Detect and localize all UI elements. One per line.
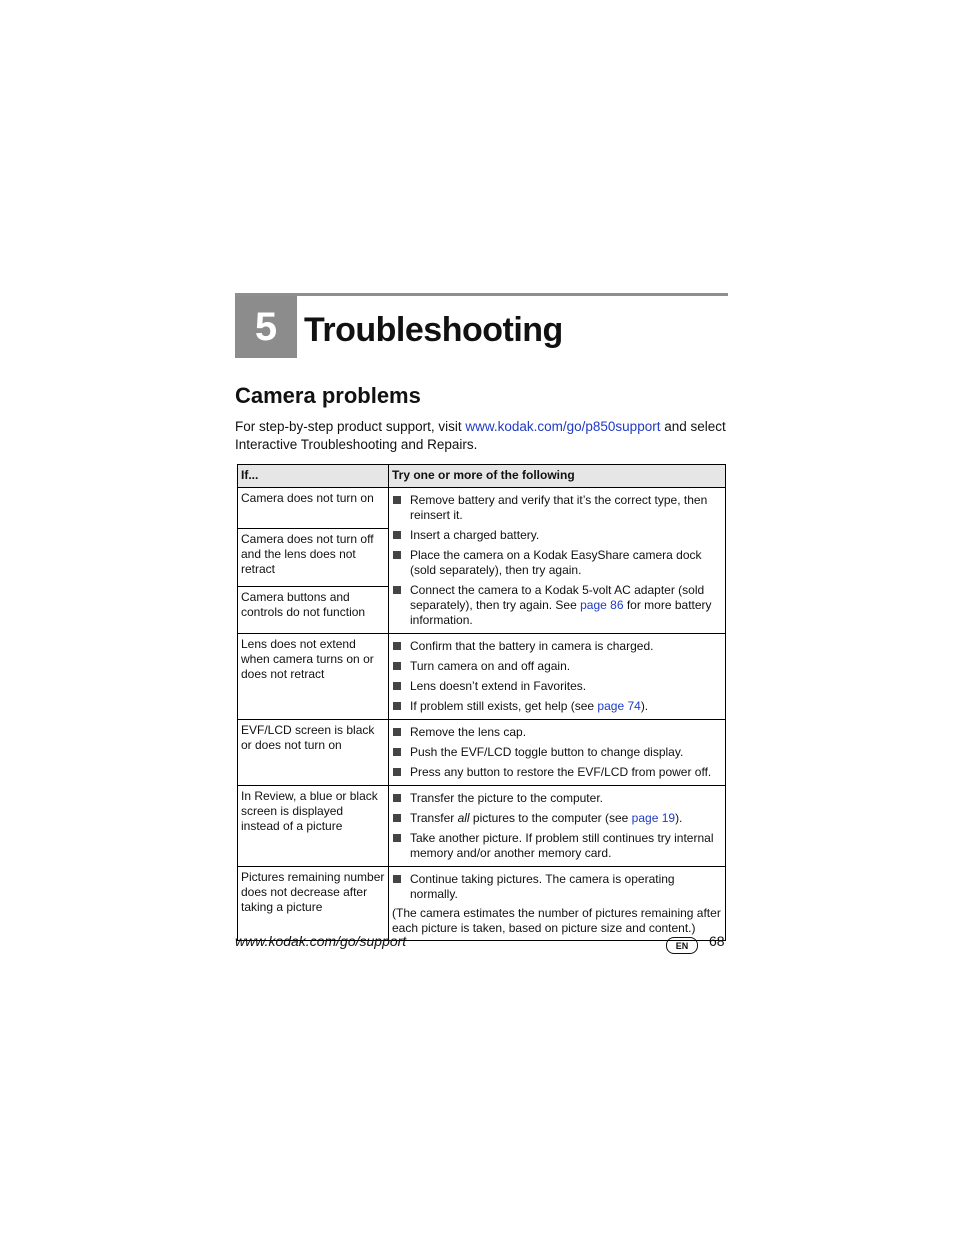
list-item xyxy=(392,548,722,578)
problem-cell: EVF/LCD screen is black or does not turn on xyxy=(238,720,389,786)
troubleshooting-table xyxy=(237,464,726,941)
solution-text: If problem still exists, get help (see xyxy=(410,699,598,713)
header-try: Try one or more of the following xyxy=(389,465,726,488)
list-item xyxy=(392,725,722,740)
problem-cell: Lens does not extend when camera turns on or does not retract xyxy=(238,634,389,720)
solution-list xyxy=(392,872,722,902)
bullet-square-icon xyxy=(393,531,401,539)
bullet-square-icon xyxy=(393,875,401,883)
problem-cell: In Review, a blue or black screen is displayed instead of a picture xyxy=(238,786,389,867)
solution-text: Connect the camera to a Kodak 5-volt AC adapter (sold separately), then try again. See xyxy=(410,583,705,612)
list-item xyxy=(392,659,722,674)
solution-list xyxy=(392,791,722,861)
intro-text-after: and select Interactive Troubleshooting and Repairs. xyxy=(235,419,726,452)
solution-cell xyxy=(389,720,726,786)
solution-text: Transfer the picture to the computer. xyxy=(410,791,603,805)
support-link[interactable]: www.kodak.com/go/p850support xyxy=(465,419,661,434)
solution-list xyxy=(392,493,722,628)
solution-text: pictures to the computer (see xyxy=(469,811,632,825)
list-item xyxy=(392,791,722,806)
solution-cell xyxy=(389,488,726,634)
bullet-square-icon xyxy=(393,748,401,756)
table-row xyxy=(238,867,726,941)
list-item xyxy=(392,639,722,654)
list-item xyxy=(392,699,722,714)
solution-cell xyxy=(389,634,726,720)
problem-cell: Camera buttons and controls do not function xyxy=(238,587,389,634)
page-number: 68 xyxy=(709,933,725,949)
chapter-rule xyxy=(235,293,728,296)
bullet-square-icon xyxy=(393,682,401,690)
table-header-row xyxy=(238,465,726,488)
page-link[interactable]: page 74 xyxy=(597,699,641,713)
problem-cell: Camera does not turn off and the lens does not retract xyxy=(238,529,389,587)
solution-text: Lens doesn’t extend in Favorites. xyxy=(410,679,587,693)
solution-text: Place the camera on a Kodak EasyShare camera dock (sold separately), then try again. xyxy=(410,548,702,577)
chapter-title: Troubleshooting xyxy=(304,311,563,349)
solution-list xyxy=(392,639,722,714)
solution-list xyxy=(392,725,722,780)
table-row xyxy=(238,786,726,867)
chapter-number: 5 xyxy=(235,296,297,358)
solution-text: Press any button to restore the EVF/LCD from power off. xyxy=(410,765,712,779)
table-row xyxy=(238,488,726,529)
footer-url[interactable]: www.kodak.com/go/support xyxy=(235,933,407,949)
solution-text: Take another picture. If problem still continues try internal memory and/or another memory card. xyxy=(410,831,714,860)
table-row xyxy=(238,720,726,786)
solution-text: Remove the lens cap. xyxy=(410,725,527,739)
header-if: If... xyxy=(238,465,389,488)
bullet-square-icon xyxy=(393,794,401,802)
solution-text: Confirm that the battery in camera is charged. xyxy=(410,639,654,653)
solution-text: Continue taking pictures. The camera is operating normally. xyxy=(410,872,675,901)
list-item xyxy=(392,811,722,826)
section-heading: Camera problems xyxy=(235,383,421,408)
solution-text: Insert a charged battery. xyxy=(410,528,540,542)
bullet-square-icon xyxy=(393,586,401,594)
page-link[interactable]: page 19 xyxy=(631,811,676,825)
solution-cell xyxy=(389,867,726,941)
intro-paragraph xyxy=(235,418,727,454)
solution-text: ). xyxy=(640,699,649,713)
solution-text: ). xyxy=(675,811,683,825)
bullet-square-icon xyxy=(393,642,401,650)
solution-text: Turn camera on and off again. xyxy=(410,659,571,673)
solution-text: Push the EVF/LCD toggle button to change display. xyxy=(410,745,684,759)
bullet-square-icon xyxy=(393,702,401,710)
table-row xyxy=(238,634,726,720)
solution-text: Transfer xyxy=(410,811,458,825)
list-item xyxy=(392,679,722,694)
bullet-square-icon xyxy=(393,814,401,822)
problem-cell: Camera does not turn on xyxy=(238,488,389,529)
solution-note: (The camera estimates the number of pictures remaining after each picture is taken, based on picture size and content.) xyxy=(392,906,721,935)
list-item xyxy=(392,872,722,902)
problem-cell: Pictures remaining number does not decrease after taking a picture xyxy=(238,867,389,941)
page-link[interactable]: page 86 xyxy=(580,598,624,612)
emphasis-text: all xyxy=(457,811,470,825)
list-item xyxy=(392,493,722,523)
solution-text: Remove battery and verify that it’s the correct type, then reinsert it. xyxy=(410,493,708,522)
bullet-square-icon xyxy=(393,834,401,842)
list-item xyxy=(392,765,722,780)
list-item xyxy=(392,831,722,861)
intro-text-before: For step-by-step product support, visit xyxy=(235,419,466,434)
bullet-square-icon xyxy=(393,662,401,670)
solution-text: for more battery information. xyxy=(410,598,712,627)
bullet-square-icon xyxy=(393,551,401,559)
bullet-square-icon xyxy=(393,496,401,504)
solution-cell xyxy=(389,786,726,867)
list-item xyxy=(392,583,722,628)
list-item xyxy=(392,528,722,543)
list-item xyxy=(392,745,722,760)
bullet-square-icon xyxy=(393,768,401,776)
language-badge: EN xyxy=(666,937,698,954)
bullet-square-icon xyxy=(393,728,401,736)
